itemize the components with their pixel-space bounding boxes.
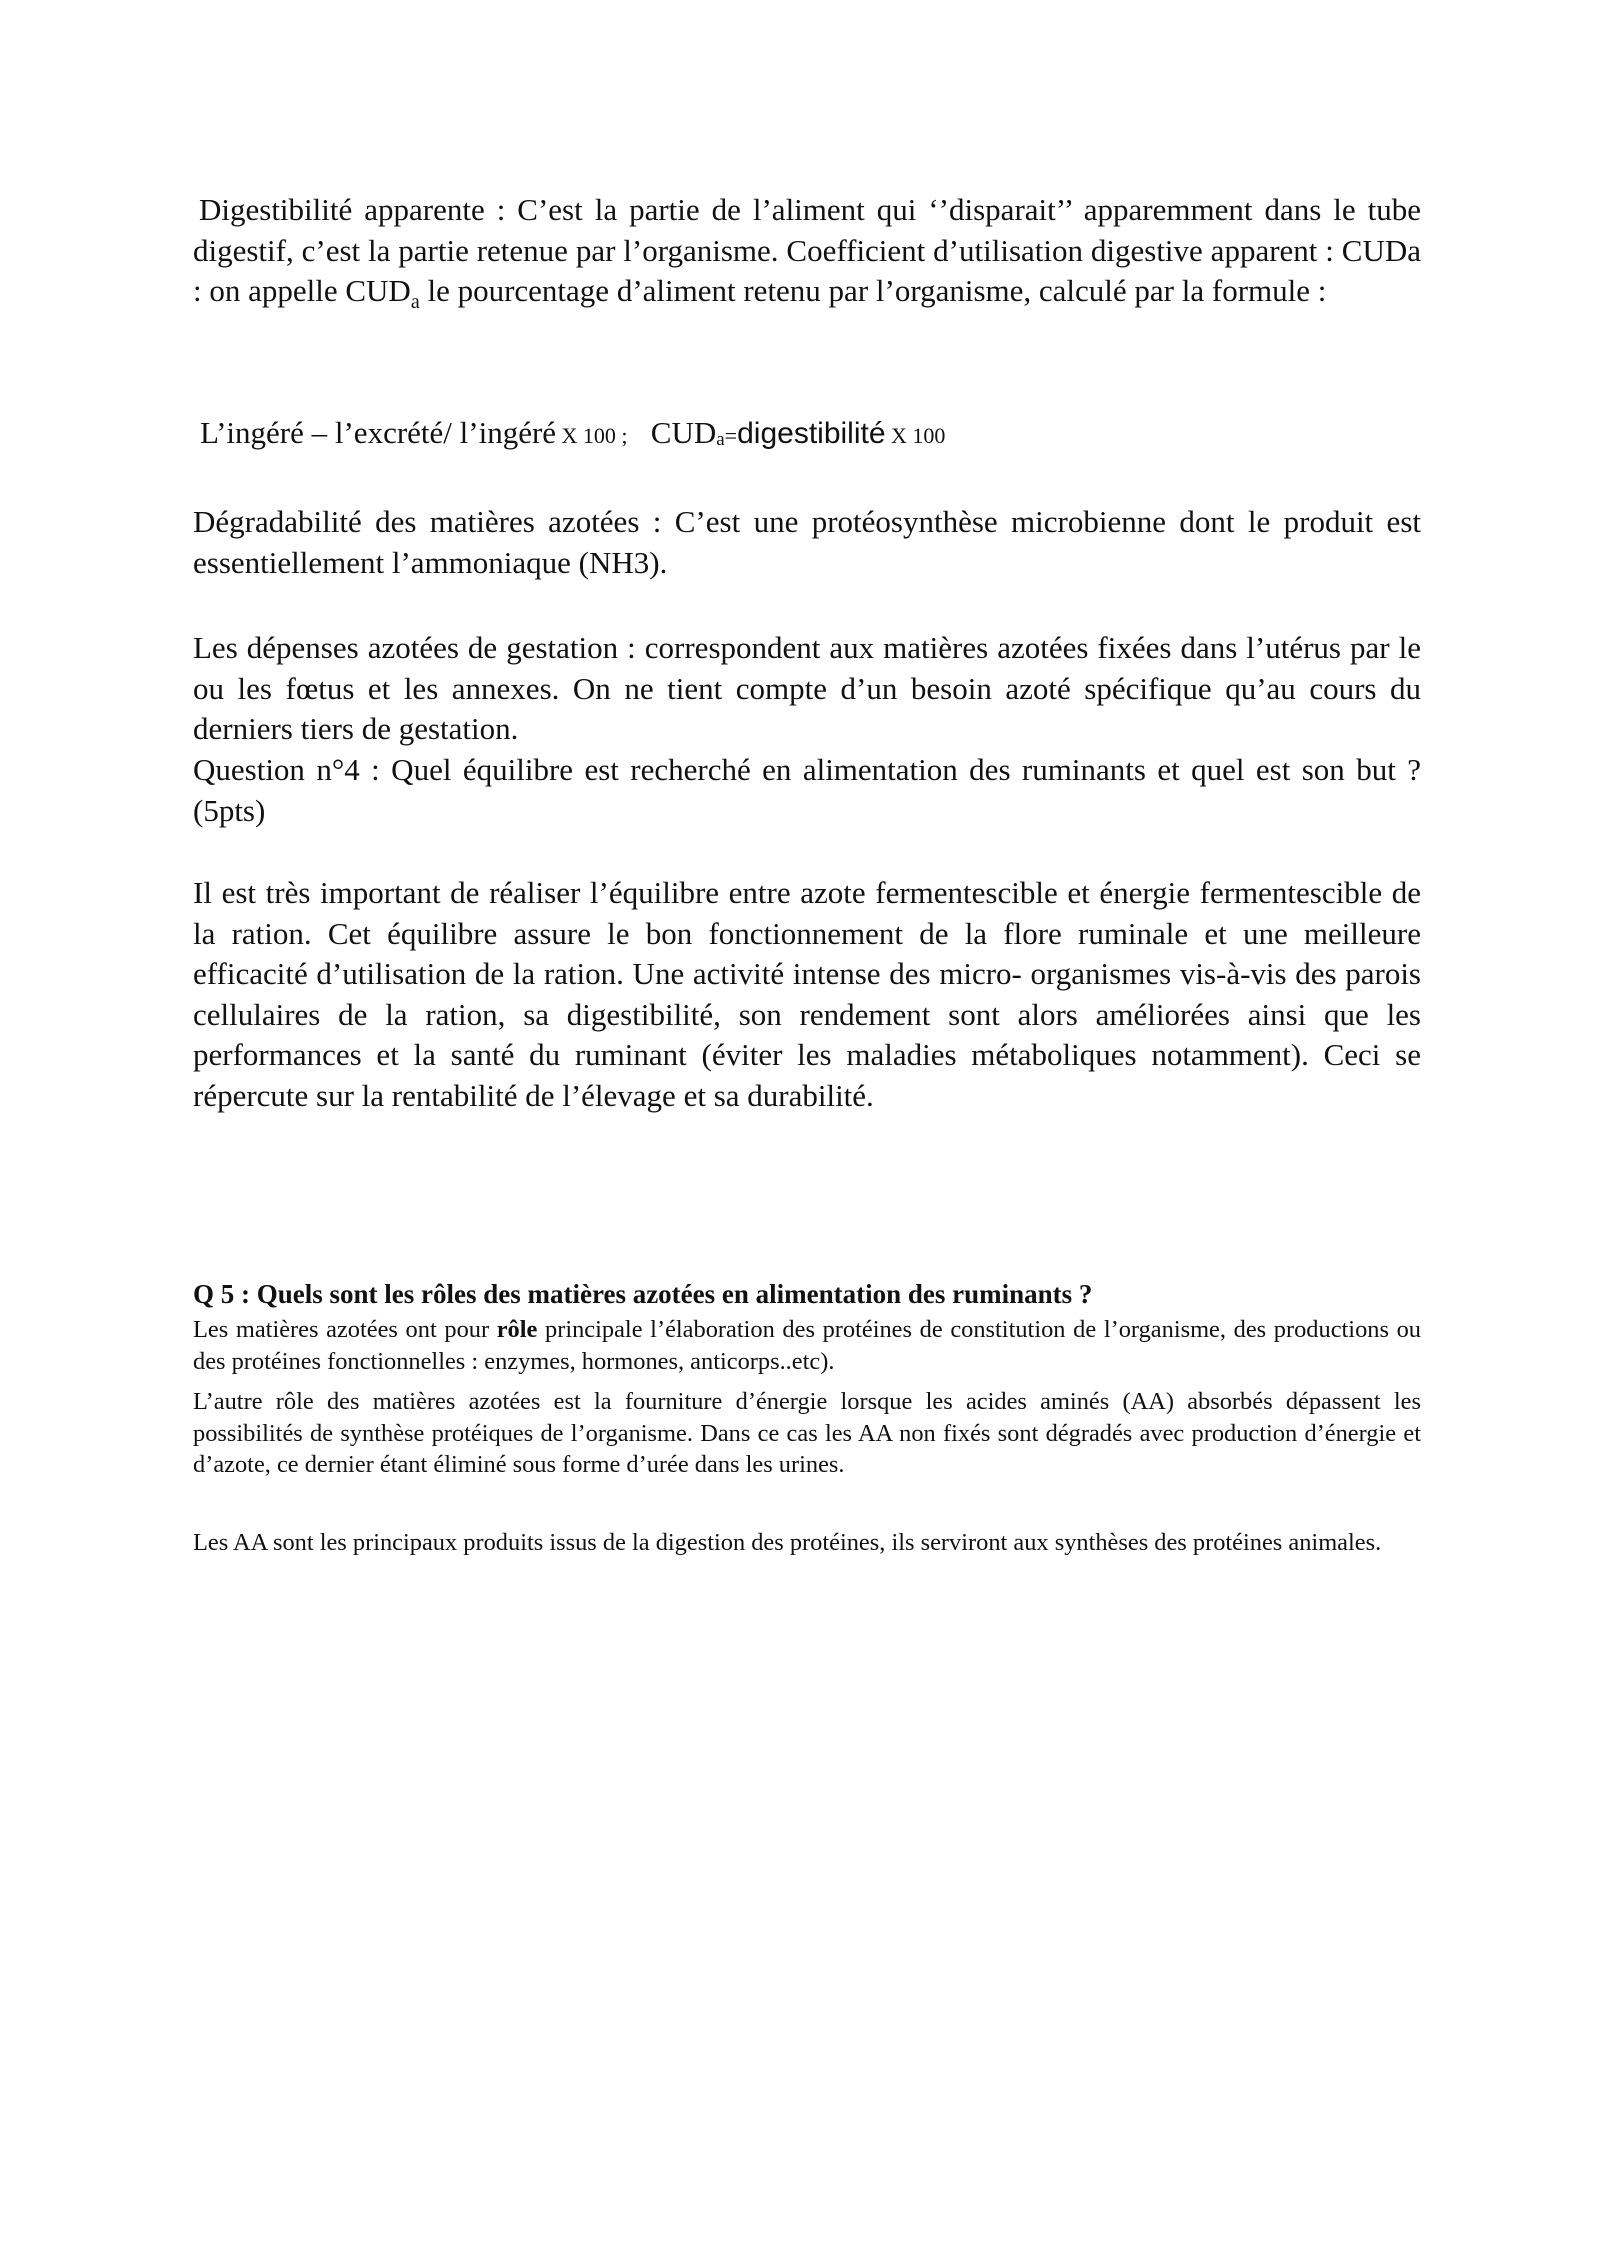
q5-paragraph-3: Les AA sont les principaux produits issus de la digestion des protéines, ils serviront aux synthèses des protéines animales.: [193, 1529, 1382, 1556]
question-4: Question n°4 : Quel équilibre est recherché en alimentation des ruminants et quel est son but ? (5pts): [193, 752, 1421, 828]
q5-paragraph-1: [193, 1314, 1421, 1377]
formula-times-1: X 100 ;: [556, 423, 628, 448]
q5-p1-text-end: principale l’élaboration des protéines de constitution de l’organisme, des productions ou des protéines fonctionnelles : enzymes, hormones, anticorps..etc).: [193, 1316, 1421, 1375]
formula-times-2: X 100: [885, 423, 946, 448]
formula-equals: =: [724, 423, 738, 448]
cud-subscript: a: [410, 291, 420, 314]
digestibilite-text: Digestibilité apparente : C’est la partie de l’aliment qui ‘’disparait’’ apparemment dans le tube digestif, c’est la partie retenue par l’organisme. Coefficient d’utilisation digestive apparent : CUDa : on appelle CUD: [193, 192, 1421, 308]
question-5-title: Q 5 : Quels sont les rôles des matières azotées en alimentation des ruminants ?: [193, 1279, 1093, 1309]
q5-p1-bold: rôle: [496, 1316, 538, 1343]
formula-cud: CUD: [650, 415, 717, 450]
q5-paragraph-2: L’autre rôle des matières azotées est la fourniture d’énergie lorsque les acides aminés (AA) absorbés dépassent les possibilités de synthèse protéiques de l’organisme. Dans ce cas les AA non fixés sont dégradés avec production d’énergie et d’azote, ce dernier étant éliminé sous forme d’urée dans les urines.: [193, 1388, 1421, 1478]
q5-p1-text: Les matières azotées ont pour: [193, 1316, 497, 1343]
digestibilite-text-end: le pourcentage d’aliment retenu par l’organisme, calculé par la formule :: [419, 273, 1327, 308]
degradabilite-paragraph: Dégradabilité des matières azotées : C’est une protéosynthèse microbienne dont le produit est essentiellement l’ammoniaque (NH3).: [193, 504, 1421, 580]
formula-right: digestibilité: [737, 417, 886, 450]
reponse-4-paragraph: Il est très important de réaliser l’équilibre entre azote fermentescible et énergie fermentescible de la ration. Cet équilibre assure le bon fonctionnement de la flore ruminale et une meilleure efficacité d’utilisation de la ration. Une activité intense des micro- organismes vis-à-vis des parois cellulaires de la ration, sa digestibilité, son rendement sont alors améliorées ainsi que les performances et la santé du ruminant (éviter les maladies métaboliques notamment). Ceci se répercute sur la rentabilité de l’élevage et sa durabilité.: [193, 875, 1421, 1113]
depenses-paragraph: Les dépenses azotées de gestation : correspondent aux matières azotées fixées dans l’utérus par le ou les fœtus et les annexes. On ne tient compte d’un besoin azoté spécifique qu’au cours du derniers tiers de gestation.: [193, 630, 1421, 746]
formula-left: L’ingéré – l’excrété/ l’ingéré: [200, 415, 557, 450]
digestibilite-paragraph: [193, 190, 1421, 323]
formula-line: [200, 415, 945, 451]
formula-cud-sub: a: [716, 429, 725, 450]
